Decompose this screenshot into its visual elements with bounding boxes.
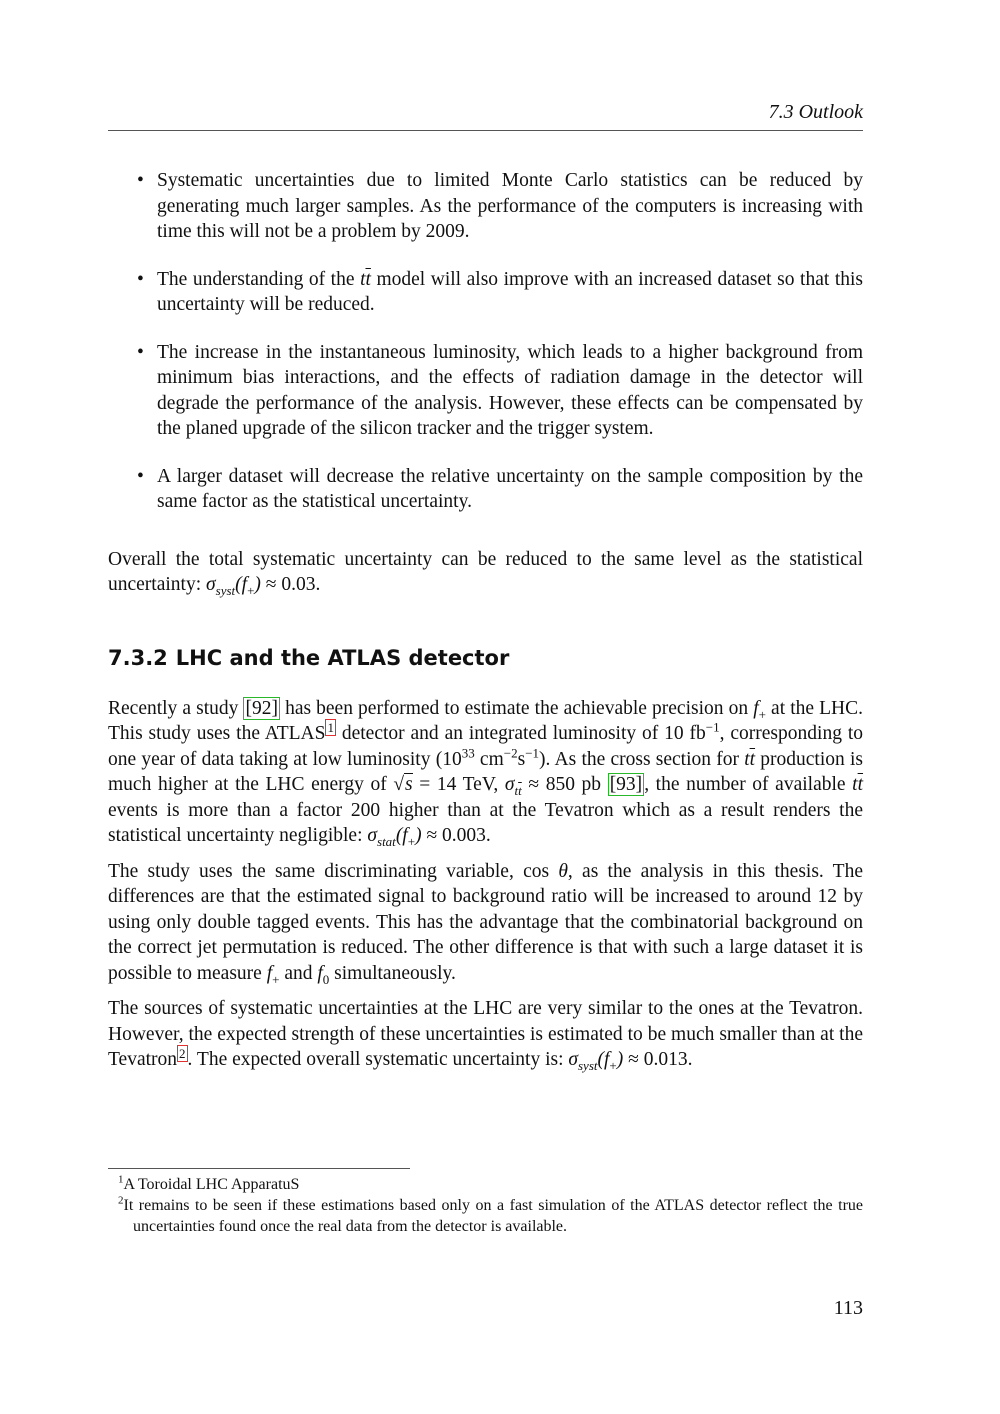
section-heading: [108, 644, 863, 672]
footnote-link-2[interactable]: 2: [179, 1046, 186, 1061]
paragraph-text: s: [517, 748, 526, 770]
paragraph-text: The sources of systematic uncertainties at the LHC are very similar to the ones at the Tevatron. However, the expected strength of these uncertainties is estimated to be much smaller than at the Tevatron: [108, 998, 863, 1070]
math-ttbar: $t\overline{t}$: [852, 774, 864, 795]
math-sigma-syst: $\sigma_{syst}(f_+)$: [206, 574, 261, 598]
paragraph-systematic-sources: [108, 996, 863, 1073]
math-sigma-syst: $\sigma_{syst}(f_+)$: [568, 1049, 624, 1073]
paragraph-text: The study uses the same discriminating variable, cos: [108, 860, 559, 882]
paragraph-text: events is more than a factor 200 higher than at the Tevatron which as a result renders the statistical uncertainty negligible:: [108, 799, 863, 846]
footnote-mark: 1: [118, 1173, 124, 1186]
footnote-1: [108, 1174, 863, 1195]
superscript: −1: [525, 745, 540, 760]
math-sigma-stat: $\sigma_{stat}(f_+)$: [367, 825, 422, 849]
math-sqrt-s: √s: [393, 774, 413, 795]
paragraph-overall-systematic: [108, 547, 863, 598]
section-number: 7.3.2: [108, 645, 168, 670]
bullet-icon: •: [137, 170, 144, 191]
paragraph-text: at the LHC. This study uses the ATLAS: [108, 697, 863, 744]
bullet-text: The understanding of the: [157, 268, 361, 290]
footnote-link-1[interactable]: 1: [327, 720, 334, 735]
paragraph-text: simultaneously.: [329, 962, 456, 984]
paragraph-text: has been performed to estimate the achievable precision on: [279, 697, 754, 719]
superscript: −1: [705, 719, 720, 735]
running-title: 7.3 Outlook: [768, 101, 863, 123]
bullet-item-ttbar-model: [108, 267, 863, 318]
math-f-plus: $f_+$: [753, 697, 766, 722]
superscript: −2: [503, 745, 518, 760]
bullet-text: model will also improve with an increased dataset so that this uncertainty will be reduced.: [157, 268, 863, 315]
paragraph-text: Overall the total systematic uncertainty can be reduced to the same level as the statistical uncertainty:: [108, 548, 863, 595]
math-ttbar: $t\overline{t}$: [744, 748, 756, 770]
paragraph-text: ). As the cross section for: [539, 748, 745, 770]
paragraph-discriminating-variable: [108, 859, 863, 987]
bullet-icon: •: [137, 341, 144, 363]
paragraph-text: and: [279, 962, 318, 984]
paragraph-text: production is much higher at the LHC energy of: [108, 748, 863, 795]
math-f-plus: $f_+$: [266, 962, 280, 987]
paragraph-text: detector and an integrated luminosity of 10 fb: [335, 723, 706, 744]
footnote-text: It remains to be seen if these estimations based only on a fast simulation of the ATLAS detector reflect the true uncertainties found once the real data from the detector is available.: [123, 1197, 863, 1235]
math-f-zero: $f_0$: [317, 962, 330, 987]
bullet-item-luminosity: [108, 340, 863, 442]
paragraph-text: ≈ 0.013.: [623, 1049, 693, 1070]
footnote-text: A Toroidal LHC ApparatuS: [123, 1176, 300, 1193]
paragraph-text: = 14 TeV,: [412, 774, 505, 795]
section-title: LHC and the ATLAS detector: [175, 645, 510, 670]
paragraph-text: ≈ 850 pb: [521, 774, 608, 795]
bullet-text: The increase in the instantaneous luminosity, which leads to a higher background from minimum bias interactions, and the effects of radiation damage in the detector will degrade the performance of the analysis. However, these effects can be compensated by the planed upgrade of the silicon tracker and the trigger system.: [157, 341, 863, 439]
bullet-text: Systematic uncertainties due to limited Monte Carlo statistics can be reduced by generating much larger samples. As the performance of the computers is increasing with time this will not be a problem by 2009.: [157, 170, 863, 242]
header-rule: [108, 130, 863, 131]
paragraph-text: , corresponding to one year of data taking at low luminosity (10: [108, 723, 863, 770]
citation-link-93[interactable]: [93]: [609, 774, 643, 795]
bullet-icon: •: [137, 268, 144, 290]
citation-link-92[interactable]: [92]: [245, 697, 278, 719]
paragraph-text: , the number of available: [644, 774, 853, 795]
footnote-mark: 2: [118, 1194, 124, 1207]
paragraph-text: Recently a study: [108, 697, 244, 719]
outlook-bullet-list: [108, 168, 863, 515]
paragraph-text: ≈ 0.003.: [421, 825, 491, 846]
paragraph-text: ≈ 0.03.: [260, 574, 321, 595]
main-content: [108, 168, 863, 1083]
superscript: 33: [461, 745, 475, 760]
bullet-item-dataset: [108, 464, 863, 515]
page-number: 113: [833, 1297, 863, 1319]
math-ttbar: $t\overline{t}$: [360, 268, 371, 290]
footnote-rule: [108, 1168, 410, 1169]
bullet-item-mc-statistics: [108, 168, 863, 245]
paragraph-lhc-study: [108, 696, 863, 849]
footnote-2: [108, 1195, 863, 1237]
footnotes: [108, 1168, 863, 1237]
math-sigma-ttbar: $\sigma_{t\overline{t}}$: [504, 774, 522, 798]
bullet-text: A larger dataset will decrease the relative uncertainty on the sample composition by the same factor as the statistical uncertainty.: [157, 465, 863, 512]
paragraph-text: cm: [474, 748, 504, 770]
paragraph-text: . The expected overall systematic uncertainty is:: [187, 1049, 569, 1070]
bullet-icon: •: [137, 465, 144, 487]
paragraph-text: , as the analysis in this thesis. The differences are that the estimated signal to background ratio will be increased to around 12 by using only double tagged events. This has the advantage that the combinatorial background on the correct jet permutation is reduced. The other difference is that with such a large dataset it is possible to measure: [108, 860, 863, 984]
math-theta: θ: [558, 860, 568, 882]
